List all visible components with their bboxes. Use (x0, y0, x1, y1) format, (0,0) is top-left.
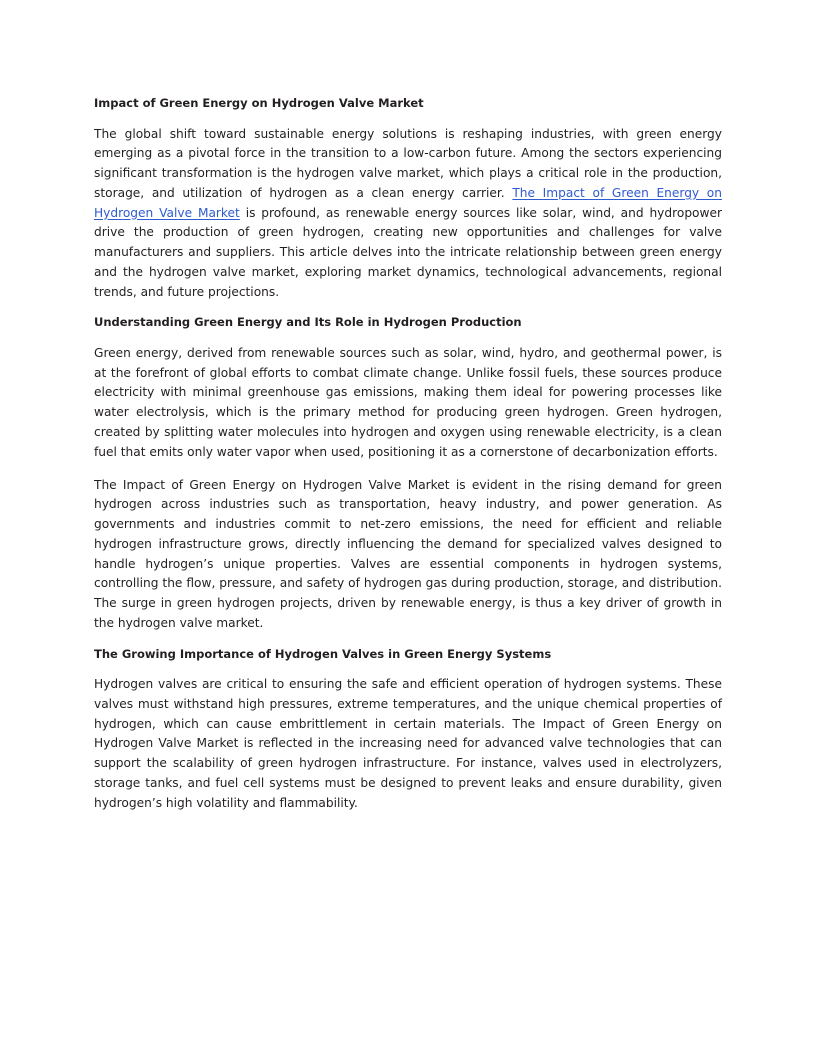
intro-paragraph (94, 125, 722, 303)
intro-text-after: is profound, as renewable energy sources like solar, wind, and hydropower drive the production of green hydrogen, creating new opportunities and challenges for valve manufacturers and suppliers. This article delves into the intricate relationship between green energy and the hydrogen valve market, exploring market dynamics, technological advancements, regional trends, and future projections. (94, 205, 722, 299)
green-energy-definition-paragraph: Green energy, derived from renewable sources such as solar, wind, hydro, and geothermal power, is at the forefront of global efforts to combat climate change. Unlike fossil fuels, these sources produce electricity with minimal greenhouse gas emissions, making them ideal for powering processes like water electrolysis, which is the primary method for producing green hydrogen. Green hydrogen, created by splitting water molecules into hydrogen and oxygen using renewable electricity, is a clean fuel that emits only water vapor when used, positioning it as a cornerstone of decarbonization efforts. (94, 345, 722, 459)
intro-text-before: The global shift toward sustainable energy solutions is reshaping industries, with green energy emerging as a pivotal force in the transition to a low-carbon future. Among the sectors experiencing significant transformation is the hydrogen valve market, which plays a critical role in the production, storage, and utilization of hydrogen as a clean energy carrier. (94, 126, 722, 200)
hydrogen-valves-criticality-paragraph: Hydrogen valves are critical to ensuring the safe and efficient operation of hydrogen systems. These valves must withstand high pressures, extreme temperatures, and the unique chemical properties of hydrogen, which can cause embrittlement in certain materials. The Impact of Green Energy on Hydrogen Valve Market is reflected in the increasing need for advanced valve technologies that can support the scalability of green hydrogen infrastructure. For instance, valves used in electrolyzers, storage tanks, and fuel cell systems must be designed to prevent leaks and ensure durability, given hydrogen’s high volatility and flammability. (94, 677, 722, 810)
section-heading-understanding-green-energy: Understanding Green Energy and Its Role in Hydrogen Production (94, 315, 522, 330)
section-heading-growing-importance: The Growing Importance of Hydrogen Valves in Green Energy Systems (94, 646, 552, 661)
doc-title-heading: Impact of Green Energy on Hydrogen Valve Market (94, 96, 424, 110)
document-body (94, 96, 722, 814)
impact-green-energy-link[interactable]: The Impact of Green Energy on Hydrogen Valve Market (94, 185, 722, 220)
demand-drivers-paragraph: The Impact of Green Energy on Hydrogen Valve Market is evident in the rising demand for green hydrogen across industries such as transportation, heavy industry, and power generation. As governments and industries commit to net-zero emissions, the need for efficient and reliable hydrogen infrastructure grows, directly influencing the demand for specialized valves designed to handle hydrogen’s unique properties. Valves are essential components in hydrogen systems, controlling the flow, pressure, and safety of hydrogen gas during production, storage, and distribution. The surge in green hydrogen projects, driven by renewable energy, is thus a key driver of growth in the hydrogen valve market. (94, 477, 722, 630)
